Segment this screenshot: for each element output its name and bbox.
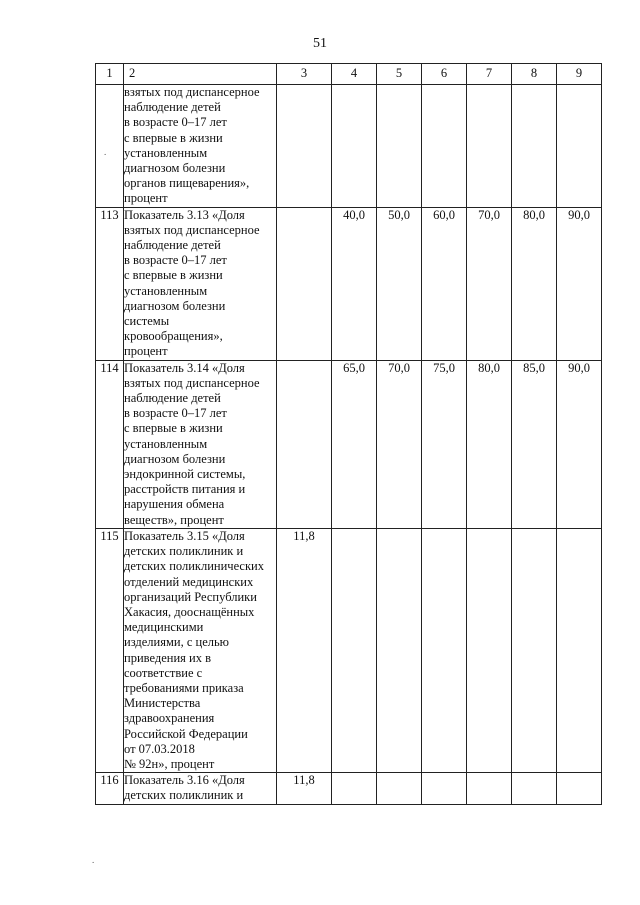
table-row xyxy=(96,360,602,528)
description-line: требованиями приказа xyxy=(124,680,244,695)
description-line: установленным xyxy=(124,436,208,451)
value-cell xyxy=(512,773,557,804)
indicator-description xyxy=(124,85,277,208)
indicator-description xyxy=(124,528,277,772)
header-cell: 8 xyxy=(512,64,557,85)
description-line: взятых под диспансерное xyxy=(124,222,260,237)
value-cell: 40,0 xyxy=(332,207,377,360)
value-cell: 75,0 xyxy=(422,360,467,528)
value-cell xyxy=(557,528,602,772)
value-cell: 65,0 xyxy=(332,360,377,528)
value-cell xyxy=(467,773,512,804)
description-line: детских поликлиник и xyxy=(124,788,244,803)
value-cell: 90,0 xyxy=(557,360,602,528)
row-number: 113 xyxy=(96,207,124,360)
description-line: здравоохранения xyxy=(124,711,215,726)
description-line: организаций Республики xyxy=(124,589,257,604)
value-cell xyxy=(377,773,422,804)
value-cell xyxy=(467,528,512,772)
description-line: диагнозом болезни xyxy=(124,298,226,313)
page-number: 51 xyxy=(313,36,327,51)
description-line: взятых под диспансерное xyxy=(124,375,260,390)
value-cell: 70,0 xyxy=(377,360,422,528)
value-cell: 11,8 xyxy=(277,528,332,772)
description-line: Показатель 3.14 «Доля xyxy=(124,360,245,375)
table-header-row xyxy=(96,64,602,85)
header-cell: 3 xyxy=(277,64,332,85)
description-line: с впервые в жизни xyxy=(124,130,223,145)
description-line: в возрасте 0–17 лет xyxy=(124,115,227,130)
description-line: Министерства xyxy=(124,696,201,711)
value-cell xyxy=(557,85,602,208)
description-line: в возрасте 0–17 лет xyxy=(124,406,227,421)
description-line: детских поликлиник и xyxy=(124,544,244,559)
description-line: № 92н», процент xyxy=(124,756,215,771)
description-line: веществ», процент xyxy=(124,512,224,527)
description-line: приведения их в xyxy=(124,650,211,665)
value-cell xyxy=(422,85,467,208)
scan-mark: . xyxy=(104,147,107,157)
row-number: 116 xyxy=(96,773,124,804)
value-cell xyxy=(377,528,422,772)
description-line: изделиями, с целью xyxy=(124,635,230,650)
indicator-description xyxy=(124,360,277,528)
description-line: нарушения обмена xyxy=(124,497,225,512)
value-cell xyxy=(422,528,467,772)
value-cell: 70,0 xyxy=(467,207,512,360)
description-line: медицинскими xyxy=(124,620,204,635)
description-line: от 07.03.2018 xyxy=(124,741,195,756)
description-line: кровообращения», xyxy=(124,329,223,344)
description-line: отделений медицинских xyxy=(124,574,254,589)
description-line: Хакасия, дооснащённых xyxy=(124,604,255,619)
description-line: диагнозом болезни xyxy=(124,451,226,466)
description-line: наблюдение детей xyxy=(124,238,221,253)
description-line: процент xyxy=(124,344,168,359)
scan-mark: . xyxy=(92,855,95,865)
description-line: Показатель 3.13 «Доля xyxy=(124,207,245,222)
value-cell xyxy=(467,85,512,208)
value-cell: 90,0 xyxy=(557,207,602,360)
value-cell: 80,0 xyxy=(512,207,557,360)
description-line: диагнозом болезни xyxy=(124,161,226,176)
value-cell: 60,0 xyxy=(422,207,467,360)
description-line: с впервые в жизни xyxy=(124,268,223,283)
value-cell xyxy=(512,85,557,208)
header-cell: 7 xyxy=(467,64,512,85)
value-cell xyxy=(277,85,332,208)
description-line: установленным xyxy=(124,145,208,160)
row-number: 115 xyxy=(96,528,124,772)
description-line: детских поликлинических xyxy=(124,559,264,574)
value-cell xyxy=(557,773,602,804)
description-line: Показатель 3.15 «Доля xyxy=(124,528,245,543)
description-line: в возрасте 0–17 лет xyxy=(124,253,227,268)
table-row xyxy=(96,85,602,208)
description-line: Показатель 3.16 «Доля xyxy=(124,773,245,788)
description-line: наблюдение детей xyxy=(124,391,221,406)
value-cell xyxy=(377,85,422,208)
value-cell xyxy=(332,773,377,804)
table-row xyxy=(96,773,602,804)
description-line: системы xyxy=(124,314,170,329)
value-cell xyxy=(277,207,332,360)
value-cell xyxy=(512,528,557,772)
description-line: процент xyxy=(124,191,168,206)
table-row xyxy=(96,528,602,772)
description-line: с впервые в жизни xyxy=(124,421,223,436)
value-cell: 11,8 xyxy=(277,773,332,804)
header-cell: 6 xyxy=(422,64,467,85)
indicator-description xyxy=(124,207,277,360)
row-number xyxy=(96,85,124,208)
description-line: соответствие с xyxy=(124,665,203,680)
value-cell xyxy=(332,528,377,772)
header-cell: 4 xyxy=(332,64,377,85)
description-line: установленным xyxy=(124,283,208,298)
value-cell xyxy=(332,85,377,208)
indicator-table xyxy=(95,63,602,805)
value-cell: 80,0 xyxy=(467,360,512,528)
description-line: расстройств питания и xyxy=(124,482,246,497)
row-number: 114 xyxy=(96,360,124,528)
header-cell: 2 xyxy=(124,64,277,85)
description-line: эндокринной системы, xyxy=(124,467,246,482)
value-cell xyxy=(422,773,467,804)
header-cell: 1 xyxy=(96,64,124,85)
description-line: наблюдение детей xyxy=(124,100,221,115)
table-row xyxy=(96,207,602,360)
description-line: взятых под диспансерное xyxy=(124,85,260,99)
description-line: органов пищеварения», xyxy=(124,176,250,191)
value-cell: 50,0 xyxy=(377,207,422,360)
value-cell: 85,0 xyxy=(512,360,557,528)
description-line: Российской Федерации xyxy=(124,726,248,741)
indicator-description xyxy=(124,773,277,804)
value-cell xyxy=(277,360,332,528)
header-cell: 5 xyxy=(377,64,422,85)
header-cell: 9 xyxy=(557,64,602,85)
